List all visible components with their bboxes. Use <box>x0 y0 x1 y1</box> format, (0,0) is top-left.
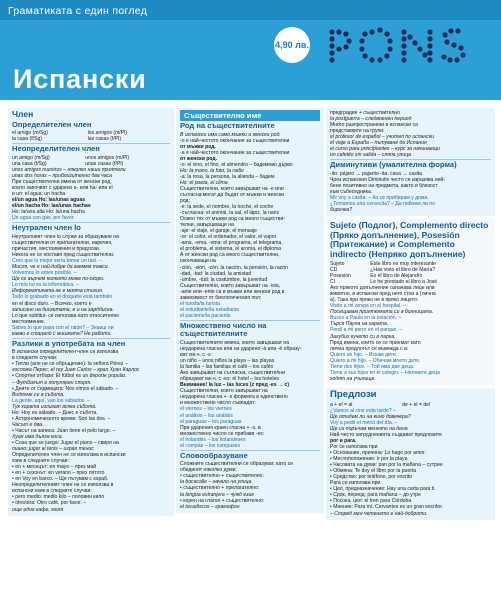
text-line: • Средство: por teléfono, por escrito <box>330 474 413 481</box>
text-line: Тук хората излизат всяка събота. <box>12 403 97 410</box>
text-line: В испански има само мъжки и женски род. <box>180 131 281 138</box>
text-line: Volvemos lo antes posible. – <box>12 270 77 277</box>
text-line: -a е най-честото окончание за съществителни <box>180 149 290 156</box>
text-line: el análisis – los análisis <box>180 412 233 419</box>
text-line: • Дните от седмицата: Nos vimos el sábado. – <box>12 385 119 392</box>
text-line: -e: la sede, el nombre, la noche, el coche <box>180 204 274 211</box>
text-line: • Спортни отбори: El fútbol es un deporte popular. <box>12 373 127 380</box>
text-line: представките на групи: <box>330 128 385 135</box>
text-line: зависимост от биологическия пол: <box>180 294 262 301</box>
section-heading: Член <box>12 109 34 119</box>
text-line: ват мн.ч. с -s: <box>180 352 212 359</box>
text-line: el turista/la turista <box>180 300 220 307</box>
text-line: Пред имена, които се се приемат като <box>330 339 421 346</box>
text-line: • Cosa que se juega: Jugar el piano – свиря на <box>12 439 119 446</box>
text-line: Ако прякото допълнение означава лице или <box>330 285 435 292</box>
example-cell: Sujeto <box>330 260 345 267</box>
text-line: la familia – las familias el café – los cafés <box>180 364 274 371</box>
text-line: записано на дискетата, е и на харддиска. <box>12 306 114 313</box>
text-line: • Часовата на думи: pan por la mañana – сутрин <box>330 462 443 469</box>
text-line: el viernes – los viernes <box>180 406 232 413</box>
text-line: Много разпространени в испански са <box>330 122 418 129</box>
text-line: -ama, -ema, -oma: el programa, el telegrama, <box>180 240 283 247</box>
text-line: ¿Vamos al cine esta tarde? – <box>330 407 396 414</box>
text-line: Sabes lo que pasa con el ratón? – Знаеш ли <box>12 324 114 331</box>
text-line: Освен тях от мъжки род са много съществи- <box>180 216 286 223</box>
page-title: Испански <box>13 64 147 94</box>
text-line: Но: la mano, la foto, la radio <box>180 167 244 174</box>
text-line: и множествено число съвпадат: <box>180 400 256 407</box>
example-cell: ¿Has visto el libro de María? <box>370 266 436 273</box>
text-line: • корен на глагол + съществително: <box>180 497 265 504</box>
subsection-title: Неопределителен член <box>12 144 100 154</box>
text-line: • Срок, период: para mañana – до утре <box>330 492 421 499</box>
text-line: -ito: pájaro → pajarito -ita: casa → casita <box>330 170 423 177</box>
text-line: Посещавам приятелката си в болницата. <box>330 309 434 316</box>
text-line: • Астрономическото време: Son las dos. – <box>12 415 111 422</box>
text-line: la bocacalle – начало на улица <box>180 479 252 486</box>
text-line: Por се използва при <box>330 444 378 451</box>
text-line: -ante или -ente са в мъжки или женски род в <box>180 288 285 295</box>
text-line: Мисля, че е най-добре да вземем такси. <box>12 264 109 271</box>
text-line: местоимение. <box>12 318 46 325</box>
text-line: el viaje a España – пътуване до Испания <box>330 140 427 147</box>
text-line: -a: la rosa, la persona, la alienda – бадем <box>180 173 275 180</box>
text-line: -dad, -tad: la ciudad, la amistad <box>180 270 252 277</box>
column-2 <box>176 108 324 610</box>
text-line: Todo lo grabado en el disquete está también <box>12 294 113 301</box>
text-line: Сложните съществителни се образуват, като се <box>180 461 294 468</box>
text-line: • Титли (але не се обръщение): la señora Pérez – <box>12 361 128 368</box>
text-line: Внимание! la luz – las luces (z пред -es → c) <box>180 382 290 389</box>
pons-logo <box>320 22 490 66</box>
subsection-title: Род на съществителните <box>180 121 275 130</box>
text-line: окончаващи на <box>180 258 216 265</box>
text-line: – Футболът е популярен спорт. <box>12 379 92 386</box>
text-line: • Посока, цел: el tren para Córdoba <box>330 498 412 505</box>
text-line: причастия, местоимения и предлози. <box>12 246 101 253</box>
text-line: В испански определителен член се използва <box>12 349 119 356</box>
text-line: съгласна могат да бъдат от мъжки и женски <box>180 191 285 198</box>
text-line: език в следните случаи: <box>12 458 69 465</box>
text-line: Quiero a mi hijo. – Обичам моето дете. <box>330 357 421 364</box>
text-line: госпожа Перес; el rey Juan Carlos – крал Хуан Карлос <box>12 367 140 374</box>
text-line: • en Voy en barco. – Ще пътувам с кораб. <box>12 476 109 483</box>
text-line: обединят няколко думи: <box>180 467 237 474</box>
text-line: Съществителни, които завършват на -e или <box>180 185 284 192</box>
example-cell: Le he prestado el libro a José <box>370 279 438 286</box>
text-line: Информатиката не е моята стихия. <box>12 288 104 295</box>
text-line: неударена гласна или на ударено -á или -é образу- <box>180 346 302 352</box>
text-line: испански език в следните случаи: <box>12 488 92 495</box>
text-line: -aje: el viaje, el garaje, el mensaje <box>180 228 258 235</box>
text-line: Видяхме се в събота. <box>12 391 65 398</box>
text-line: При съществителни имена от женски род, <box>12 179 112 186</box>
text-line: които започват с ударено a- или ha- или el <box>12 185 113 192</box>
text-line: el holandés – los holandeses <box>180 436 246 443</box>
series-subtitle: Граматиката с един поглед <box>8 5 148 17</box>
cover-header <box>0 0 501 100</box>
text-line: -or: el color, el ordenador, el valor, el vapor <box>180 234 277 241</box>
text-line: Часът е два. <box>12 421 44 428</box>
text-line: биричка? <box>330 207 353 214</box>
text-line: Хуан има дълга коса. <box>12 433 64 440</box>
content-area <box>8 108 495 610</box>
example-cell: de + el = del <box>402 401 431 408</box>
example-cell: el amigo (m/Sg) <box>12 130 48 137</box>
text-line: Съществителните имена, които завършват на <box>180 339 290 346</box>
example-table <box>12 130 170 142</box>
text-line: el problema, el sistema, el aroma, el diploma <box>180 246 282 253</box>
column-1 <box>8 108 174 610</box>
section-heading: Съществително име <box>180 110 320 121</box>
text-line: образуват мн.ч. с -es: el hotel – los hoteles <box>180 376 279 383</box>
text-line: • Мнение: Para mí, Cervantes es un gran escritor. <box>330 504 444 511</box>
text-line: • Обмяна: Te doy el libro por la puerta <box>330 468 417 475</box>
text-line: Busco a Paula en la estación. – <box>330 315 402 322</box>
text-line: • Местоположение: ir por la playa <box>330 456 408 463</box>
text-line: el estudiante/la estudiante <box>180 306 240 313</box>
text-line: При ударения краен гласна + -s, в <box>180 424 261 431</box>
text-line: el paraguas – los paraguas <box>180 418 242 425</box>
text-line: в следните случаи: <box>12 355 58 362</box>
text-line: какво е станало с мишката? Не работи. <box>12 330 112 337</box>
example-cell: un amigo (m/Sg) <box>12 154 50 161</box>
text-line: -o е най-честото окончание за съществителни <box>180 137 290 144</box>
text-line: Me voy a casita. – Аз се прибирам у дома. <box>330 195 429 202</box>
text-line: el curso para principiantes – курс за начинаещи <box>330 146 440 153</box>
text-line: А от женски род са много съществителни, <box>180 252 280 259</box>
text-line: -umbre, -tud: la costumbre, la juventud <box>180 276 268 283</box>
text-line: Tiene dos hijos. – Той има две деца. <box>330 363 415 370</box>
text-line: Никога не се поставя пред съществителни. <box>12 252 115 259</box>
text-line: Съществителни, които завършват на <box>180 388 268 395</box>
text-line: лична предлогът се въвежда с a: <box>330 345 409 352</box>
text-line: • en + сезонът: en verano – през лятото <box>12 470 105 477</box>
section-panel <box>176 108 324 513</box>
text-line: la postguerra – следвоенен период <box>330 116 412 123</box>
text-line: към събеседника. <box>330 189 373 196</box>
text-line: La gente, aquí, van los sábados. – <box>12 397 90 404</box>
text-line: a). Така при пряко не в пряко лицето: <box>330 297 419 304</box>
text-line: • Цел, предназначение: Hay una carta para ti. <box>330 486 436 493</box>
example-cell: la casa (f/Sg) <box>12 136 43 143</box>
text-line: Lo que subtitul- се използва като относително <box>12 312 120 319</box>
example-cell: CD <box>330 266 338 273</box>
text-line: ¿Tomamos una cervecita? – Да пийнем ли по <box>330 201 435 208</box>
text-line: Но: el poeta, el clima <box>180 179 228 186</box>
price-badge: 4,90 лв. <box>274 27 310 63</box>
text-line: Съществителни, които завършват на -ista, <box>180 282 281 289</box>
text-line: Ще отидем ли на кино довечера? <box>330 413 411 420</box>
text-line: • pero medio: medio kilo – половин кило <box>12 494 105 501</box>
text-line: Чрез испанския Diminutiv често се изразява ней- <box>330 176 445 183</box>
text-line: род: <box>180 198 190 205</box>
text-line: още едно кафе, моля <box>12 506 64 513</box>
text-line: • Часът на записа: Juan tiene el pelo largo. – <box>12 427 116 434</box>
subsection-title: Неутрален член lo <box>12 223 81 233</box>
text-line: un cafetito sin salida – сляпа улица <box>330 152 412 159</box>
text-line: предградие + съществително <box>330 110 400 116</box>
text-line: Загубих кучето си в парка. <box>330 333 396 340</box>
text-line: el compás – los compases <box>180 442 241 449</box>
example-cell: Posesión <box>330 272 351 279</box>
text-line: Tiene a sus hijos en el colegio. – Неговите деца <box>330 369 440 376</box>
text-line: Неопределителният член не се използва в <box>12 482 114 489</box>
text-line: Para се използва при <box>330 480 381 487</box>
text-line: el paciente/la paciente <box>180 312 231 319</box>
text-line: съществителни от прилагателни, наречия, <box>12 240 113 247</box>
column-3 <box>326 108 495 610</box>
text-line: el tocadiscos – грамофон <box>180 503 240 510</box>
text-line: неударена гласна + -s формата в единствено <box>180 394 288 401</box>
text-line: • съществително + съществително: <box>180 473 264 480</box>
text-line: el profesor de español – учител по испански <box>330 134 434 141</box>
section-heading: Предлози <box>330 388 377 400</box>
example-cell: unos amigos (m/Pl) <box>85 154 130 161</box>
text-line: Quiero un hijo. – Искам дете. <box>330 351 398 358</box>
text-line: от мъжки род. <box>180 143 216 150</box>
text-line: Но: Hoy es sábado. – Днес е събота. <box>12 409 98 416</box>
text-line: Un agua con gas, por favor. <box>12 215 75 222</box>
example-cell: Este libro es muy interesante <box>370 260 436 267</box>
text-line: unas dos horas – приблизително два часа <box>12 173 112 180</box>
text-line: множествено число се прибавя -es: <box>180 430 265 437</box>
text-line: en el disco duro. – Всичко, което е <box>12 300 92 307</box>
text-line: Определителен член не се използва в испански <box>12 452 126 459</box>
text-line: el/un hacha Но: las/unas hachas <box>12 203 91 210</box>
text-line: и un: el agua; un hacha <box>12 191 66 198</box>
example-cell: una casa (f/Sg) <box>12 160 47 167</box>
text-line: Най-често затрудненията създават предлозите <box>330 431 442 438</box>
example-cell: las casas (f/Pl) <box>87 136 122 143</box>
text-line: от женски род. <box>180 155 218 162</box>
text-line: • otro/otra: Otro café, por favor. – <box>12 500 87 507</box>
section-panel <box>326 219 495 385</box>
text-line: Creo que lo mejor sería tomar un taxi. – <box>12 258 102 265</box>
subsection-title: Словообразуване <box>180 450 248 460</box>
text-line: un niño – unos niños la playa – las playas <box>180 358 275 365</box>
example-cell: unas casas (f/Pl) <box>85 160 124 167</box>
text-line: la lengua extranjera – чужд език <box>180 491 254 498</box>
example-cell: los amigos (m/Pl) <box>87 130 127 137</box>
text-line: бене позитивно на предмета, както и близост <box>330 182 438 189</box>
subsection-title: Множествено число на съществителните <box>180 320 267 339</box>
subsection-title: Диминутиви (умалителна форма) <box>330 160 457 170</box>
text-line: -o: el vino, el fino, el almendro – бадемово дърво <box>180 161 293 168</box>
text-line: el/un agua Но: las/unas aguas <box>12 197 86 204</box>
example-cell: a + el = al <box>330 401 353 408</box>
text-line: Ще си поръчам менюто на деня. <box>330 425 409 432</box>
text-line: ходят на училище. <box>330 375 376 382</box>
text-line: • съществително + прилагателно: <box>180 485 260 492</box>
subsection-title: Определителен член <box>12 119 92 129</box>
text-line: • Основание, причина: Lo hago por amor. <box>330 450 426 457</box>
text-line: Неутралният член lo служи за образуване на <box>12 233 119 240</box>
text-line: unos amigos nuestros – няколко наши приятели <box>12 167 126 174</box>
example-cell: Es el libro de Alejandro <box>370 272 423 279</box>
text-line: пиано; jugar al tenis – играя тенис <box>12 446 94 453</box>
text-line: Търся Паула на гарата. <box>330 321 389 328</box>
example-row <box>12 136 170 142</box>
text-line: • en + месецът: en mayo – през май <box>12 464 97 471</box>
example-table <box>330 261 491 285</box>
text-line: Но: la/una alta Но: la/una hacha <box>12 209 85 216</box>
text-line: телни, завършващи на <box>180 222 234 229</box>
text-line: Lo mío no es la informática. – <box>12 282 79 289</box>
section-heading: Sujeto (Подлог), Complemento directo (Пряко допълнение), Posesión (Притежание) и Complemento indirecto (Непряко допълнение) <box>330 220 489 260</box>
text-line: Ще се върнем колкото може по-скоро. <box>12 276 105 283</box>
subsection-title: Разлики в употребата на член <box>12 338 126 348</box>
text-line: – Според мен четенето е най-доброто. <box>330 510 428 517</box>
text-line: -съгласна: el animal, la sal, el lápiz, la nariz <box>180 210 280 217</box>
text-line: Ако завършват на съгласна, съществителни <box>180 370 285 377</box>
text-line: животно, в испански пред него стои a (лична <box>330 291 436 298</box>
text-line: Visito a mi amiga en el hospital. – <box>330 303 406 310</box>
text-line: Perdí a mi perro en el parque. – <box>330 327 402 334</box>
section-panel <box>326 388 495 520</box>
section-panel <box>326 108 495 216</box>
example-table <box>12 155 170 167</box>
text-line: por и para. <box>330 437 357 444</box>
example-cell: CI <box>330 279 336 286</box>
text-line: -ción, -sión, -zón: la nación, la pensión, la razón <box>180 264 288 271</box>
section-panel <box>8 108 174 516</box>
text-line: Voy a pedir el menú del día. – <box>330 419 398 426</box>
